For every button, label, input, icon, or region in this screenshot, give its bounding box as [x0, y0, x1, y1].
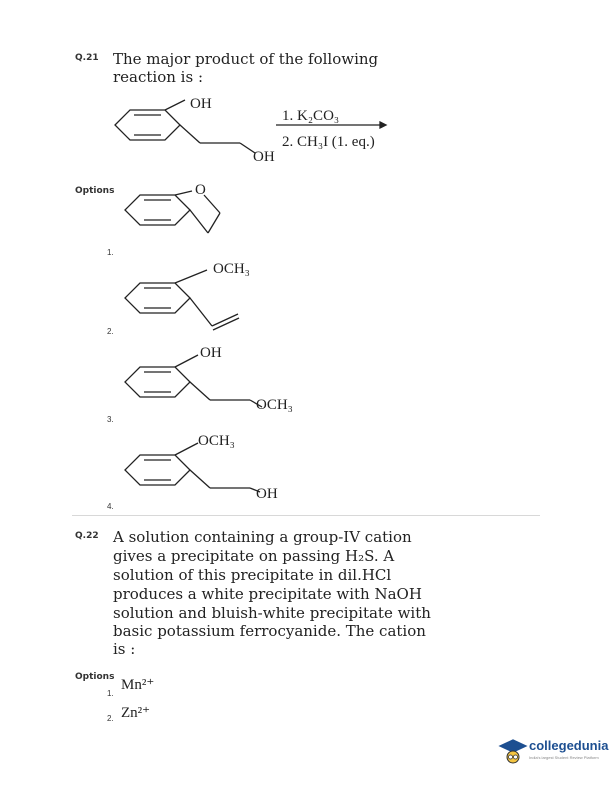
question-text-line: produces a white precipitate with NaOH — [113, 585, 422, 603]
reactant-oh-bottom: OH — [253, 149, 275, 165]
option-2-number: 2. — [107, 714, 114, 723]
brand-name: collegedunia — [529, 738, 609, 753]
option-3-number: 3. — [107, 415, 114, 424]
question-text-line: gives a precipitate on passing H₂S. A — [113, 547, 395, 565]
question-text-line: The major product of the following — [113, 50, 379, 68]
options-heading: Options — [75, 186, 115, 196]
option-3-label-oh: OH — [200, 345, 222, 361]
option-1-number: 1. — [107, 248, 114, 257]
option-4-label-och3: OCH₃ — [198, 433, 235, 449]
reagent-step-1: 1. K₂CO₃ — [282, 108, 340, 124]
option-4-number: 4. — [107, 502, 114, 511]
option-2-label: OCH₃ — [213, 261, 250, 277]
option-2-structure — [120, 268, 260, 338]
graduate-cap-icon — [499, 738, 527, 766]
question-text-line: basic potassium ferrocyanide. The cation — [113, 622, 426, 640]
question-text-line: A solution containing a group-IV cation — [113, 528, 412, 546]
option-1-label: O — [195, 182, 206, 198]
question-text-line: solution and bluish-white precipitate with — [113, 604, 431, 622]
option-1-structure — [120, 185, 230, 245]
question-text-line: reaction is : — [113, 68, 203, 86]
options-heading: Options — [75, 672, 115, 682]
option-3-label-och3: OCH₃ — [256, 397, 293, 413]
reactant-oh-top: OH — [190, 96, 212, 112]
brand-logo — [497, 736, 607, 772]
question-divider — [72, 515, 540, 516]
option-1-number: 1. — [107, 689, 114, 698]
reaction-arrow — [276, 120, 388, 130]
option-4-label-oh: OH — [256, 486, 278, 502]
option-1-text: Mn²⁺ — [121, 677, 155, 693]
option-2-number: 2. — [107, 327, 114, 336]
question-text-line: is : — [113, 640, 136, 658]
reagent-step-2: 2. CH₃I (1. eq.) — [282, 134, 375, 150]
question-number: Q.22 — [75, 531, 99, 541]
question-text-line: solution of this precipitate in dil.HCl — [113, 566, 392, 584]
option-2-text: Zn²⁺ — [121, 705, 151, 721]
question-number: Q.21 — [75, 53, 99, 63]
brand-tagline: India's largest Student Review Platform — [529, 755, 599, 760]
